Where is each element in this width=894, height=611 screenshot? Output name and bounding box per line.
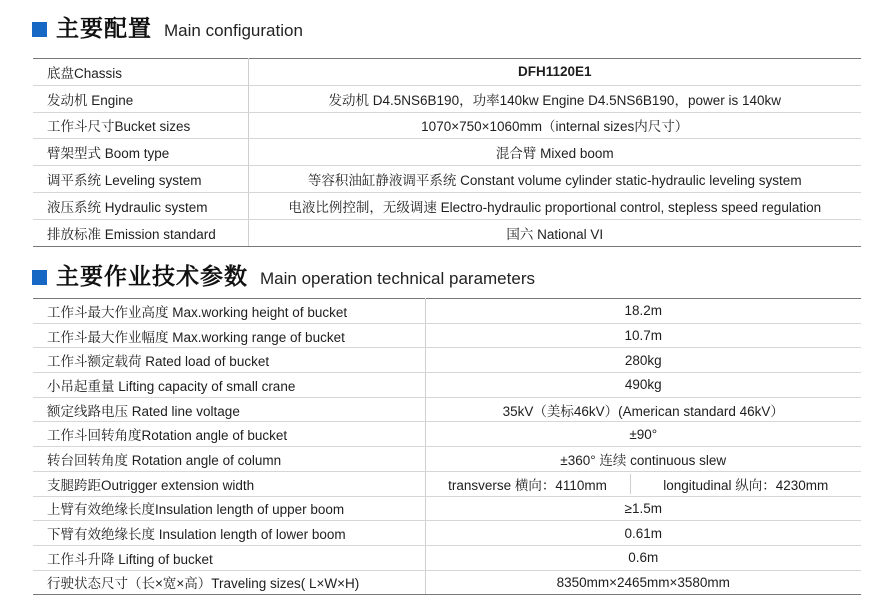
row-label: 调平系统 Leveling system — [33, 166, 248, 193]
table-row — [33, 219, 861, 246]
row-label: 液压系统 Hydraulic system — [33, 192, 248, 219]
row-label: 工作斗最大作业幅度 Max.working range of bucket — [33, 323, 425, 348]
table-row — [33, 397, 861, 422]
section-title-en: Main configuration — [164, 21, 303, 40]
row-value: 0.61m — [425, 521, 861, 546]
row-value-split — [425, 471, 861, 496]
row-value: 混合臂 Mixed boom — [248, 139, 861, 166]
outrigger-transverse-value: transverse 横向：4110mm — [426, 474, 631, 494]
row-label: 转台回转角度 Rotation angle of column — [33, 447, 425, 472]
blue-square-icon — [32, 22, 47, 37]
row-value: DFH1120E1 — [248, 59, 861, 86]
table-row — [33, 323, 861, 348]
table-row — [33, 447, 861, 472]
row-value: 0.6m — [425, 545, 861, 570]
row-label: 小吊起重量 Lifting capacity of small crane — [33, 373, 425, 398]
row-value: 1070×750×1060mm（internal sizes内尺寸） — [248, 112, 861, 139]
row-label: 支腿跨距Outrigger extension width — [33, 471, 425, 496]
table-row — [33, 496, 861, 521]
main-configuration-table — [33, 58, 861, 247]
table-row — [33, 373, 861, 398]
table-row — [33, 299, 861, 324]
row-value: 18.2m — [425, 299, 861, 324]
row-value: 490kg — [425, 373, 861, 398]
row-value: 10.7m — [425, 323, 861, 348]
table-row — [33, 166, 861, 193]
section-title-zh: 主要作业技术参数 — [56, 264, 248, 290]
table-row — [33, 348, 861, 373]
row-value: ±90° — [425, 422, 861, 447]
row-label: 工作斗尺寸Bucket sizes — [33, 112, 248, 139]
row-label: 排放标准 Emission standard — [33, 219, 248, 246]
row-value: ≥1.5m — [425, 496, 861, 521]
row-value: 国六 National VI — [248, 219, 861, 246]
table-row — [33, 112, 861, 139]
table-row — [33, 192, 861, 219]
outrigger-longitudinal-value: longitudinal 纵向：4230mm — [663, 477, 829, 493]
section-title-zh: 主要配置 — [56, 16, 152, 42]
table-row — [33, 139, 861, 166]
row-value: 280kg — [425, 348, 861, 373]
row-value: 8350mm×2465mm×3580mm — [425, 570, 861, 595]
table-row — [33, 422, 861, 447]
row-label: 臂架型式 Boom type — [33, 139, 248, 166]
section-header-main-configuration — [0, 10, 894, 43]
table-row — [33, 85, 861, 112]
table-row — [33, 521, 861, 546]
table-row — [33, 59, 861, 86]
row-label: 上臂有效绝缘长度Insulation length of upper boom — [33, 496, 425, 521]
row-label: 下臂有效绝缘长度 Insulation length of lower boom — [33, 521, 425, 546]
table-row — [33, 570, 861, 595]
row-label: 工作斗升降 Lifting of bucket — [33, 545, 425, 570]
blue-square-icon — [32, 270, 47, 285]
row-value: 电液比例控制，无级调速 Electro-hydraulic proportional control, stepless speed regulation — [248, 192, 861, 219]
table-row — [33, 545, 861, 570]
row-label: 工作斗回转角度Rotation angle of bucket — [33, 422, 425, 447]
row-value: ±360° 连续 continuous slew — [425, 447, 861, 472]
row-label: 工作斗最大作业高度 Max.working height of bucket — [33, 299, 425, 324]
section-header-technical-parameters — [0, 258, 894, 291]
section-title-en: Main operation technical parameters — [260, 269, 535, 288]
row-value: 等容积油缸静液调平系统 Constant volume cylinder static-hydraulic leveling system — [248, 166, 861, 193]
row-label: 发动机 Engine — [33, 85, 248, 112]
technical-parameters-table — [33, 298, 861, 595]
row-label: 工作斗额定载荷 Rated load of bucket — [33, 348, 425, 373]
row-label: 行驶状态尺寸（长×宽×高）Traveling sizes( L×W×H) — [33, 570, 425, 595]
row-value: 35kV（美标46kV）(American standard 46kV） — [425, 397, 861, 422]
table-row — [33, 471, 861, 496]
row-label: 底盘Chassis — [33, 59, 248, 86]
row-label: 额定线路电压 Rated line voltage — [33, 397, 425, 422]
row-value: 发动机 D4.5NS6B190，功率140kw Engine D4.5NS6B190，power is 140kw — [248, 85, 861, 112]
